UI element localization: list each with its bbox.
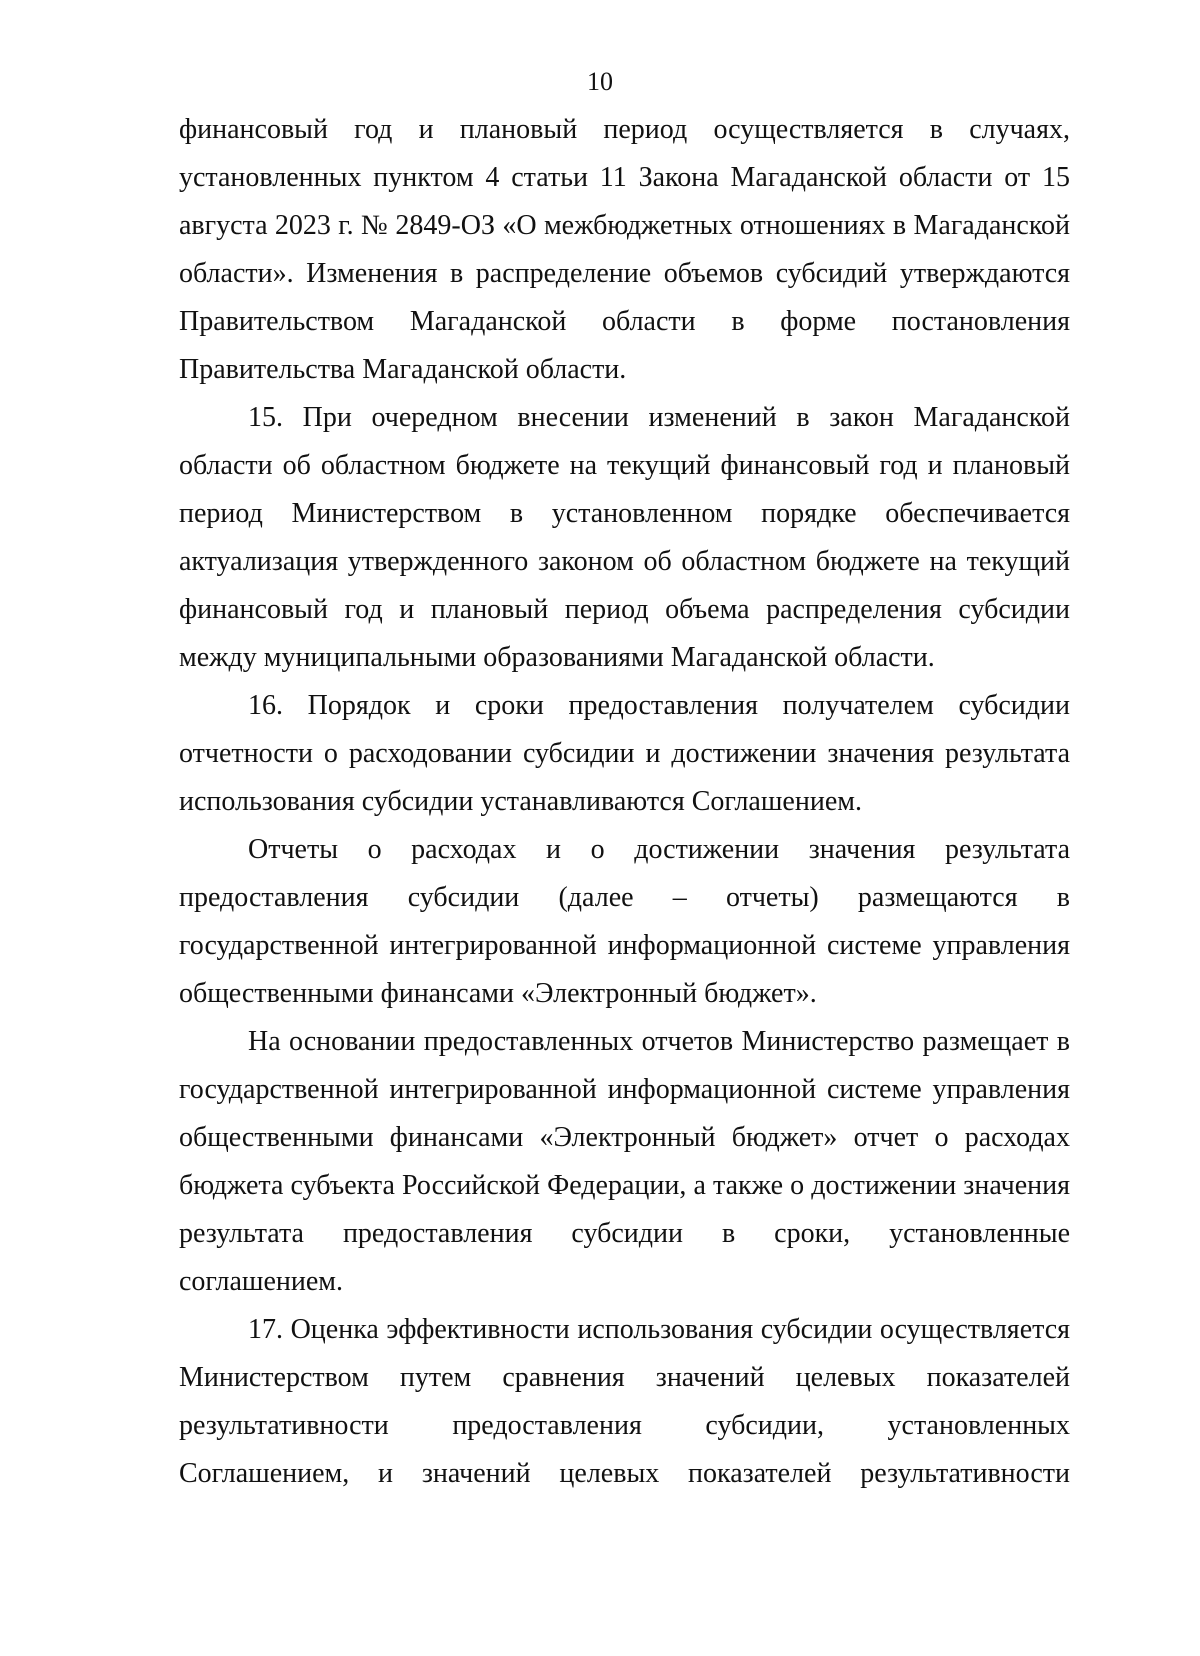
paragraph-ministry-reports: На основании предоставленных отчетов Министерство размещает в государственной интегрированной информационной системе управления общественными финансами «Электронный бюджет» отчет о расходах бюджета субъекта Российской Федерации, а также о достижении значения результата предоставления субсидии в сроки, установленные соглашением. — [179, 1026, 1070, 1297]
page-number: 10 — [587, 67, 613, 96]
document-body — [179, 106, 1070, 1498]
paragraph-reports-placement: Отчеты о расходах и о достижении значения результата предоставления субсидии (далее – отчеты) размещаются в государственной интегрированной информационной системе управления общественными финансами «Электронный бюджет». — [179, 834, 1070, 1009]
paragraph-continuation: финансовый год и плановый период осуществляется в случаях, установленных пунктом 4 статьи 11 Закона Магаданской области от 15 августа 2023 г. № 2849-ОЗ «О межбюджетных отношениях в Магаданской области». Изменения в распределение объемов субсидий утверждаются Правительством Магаданской области в форме постановления Правительства Магаданской области. — [179, 114, 1070, 385]
paragraph-item-15: 15. При очередном внесении изменений в закон Магаданской области об областном бюджете на текущий финансовый год и плановый период Министерством в установленном порядке обеспечивается актуализация утвержденного законом об областном бюджете на текущий финансовый год и плановый период объема распределения субсидии между муниципальными образованиями Магаданской области. — [179, 402, 1070, 673]
paragraph-item-16: 16. Порядок и сроки предоставления получателем субсидии отчетности о расходовании субсидии и достижении значения результата использования субсидии устанавливаются Соглашением. — [179, 690, 1070, 817]
paragraph-item-17: 17. Оценка эффективности использования субсидии осуществляется Министерством путем сравнения значений целевых показателей результативности предоставления субсидии, установленных Соглашением, и значений целевых показателей результативности — [179, 1314, 1070, 1489]
